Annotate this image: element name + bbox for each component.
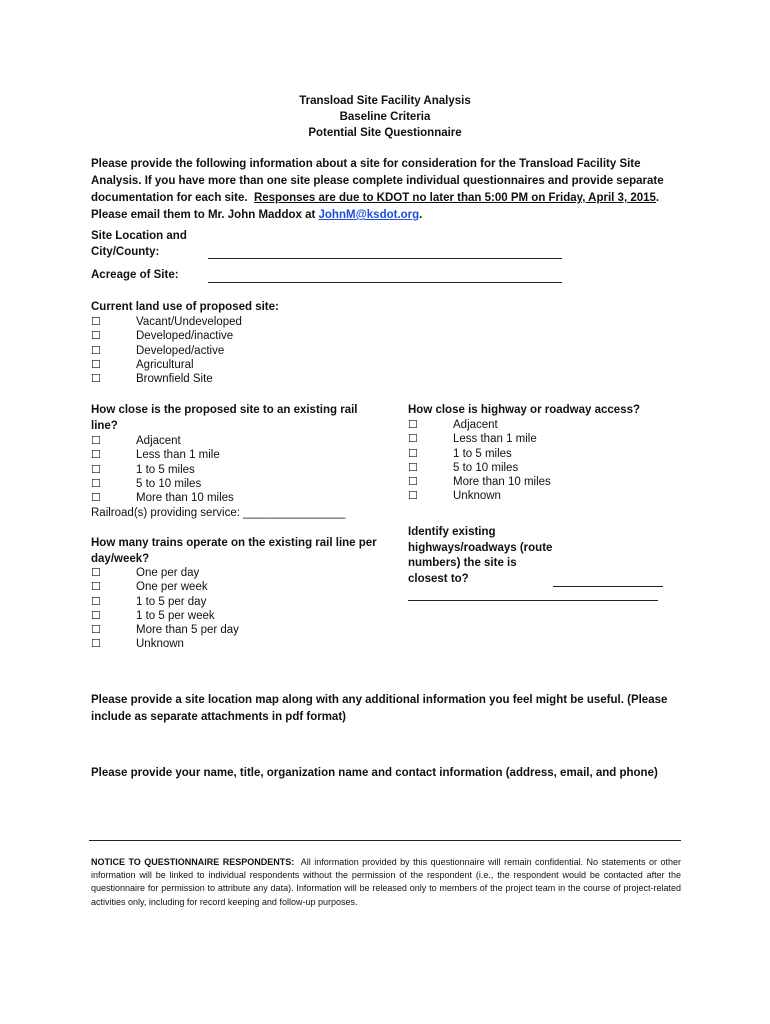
notice-heading: NOTICE TO QUESTIONNAIRE RESPONDENTS: xyxy=(91,857,295,867)
deadline-text: Responses are due to KDOT no later than 5:00 PM on Friday, April 3, 2015 xyxy=(253,192,656,204)
checkbox-icon[interactable]: ☐ xyxy=(91,316,101,328)
option-label: More than 10 miles xyxy=(136,492,234,505)
option-label: Unknown xyxy=(136,638,184,651)
highway-option[interactable] xyxy=(408,461,688,475)
city-county-label: City/County: xyxy=(91,246,160,258)
checkbox-icon[interactable]: ☐ xyxy=(91,638,101,651)
highway-option[interactable] xyxy=(408,418,688,432)
option-label: One per day xyxy=(136,567,200,579)
option-label: Agricultural xyxy=(136,358,194,371)
highway-question: How close is highway or roadway access? xyxy=(408,404,641,416)
highway-option[interactable] xyxy=(408,489,688,503)
land-use-question: Current land use of proposed site: xyxy=(91,301,279,313)
option-label: 1 to 5 miles xyxy=(453,447,512,460)
land-use-option[interactable] xyxy=(91,329,391,343)
notice-paragraph xyxy=(91,856,681,909)
trains-option[interactable] xyxy=(91,637,371,651)
checkbox-icon[interactable]: ☐ xyxy=(91,567,101,579)
identify-roadways-question: Identify existing highways/roadways (route numbers) the site is closest to? xyxy=(408,526,553,585)
option-label: 1 to 5 per day xyxy=(136,595,207,608)
checkbox-icon[interactable]: ☐ xyxy=(408,461,418,474)
checkbox-icon[interactable]: ☐ xyxy=(408,419,418,431)
rail-option[interactable] xyxy=(91,477,371,491)
contact-request: Please provide your name, title, organization name and contact information (address, email, and phone) xyxy=(91,767,658,779)
site-location-label: Site Location and xyxy=(91,230,187,242)
option-label: Less than 1 mile xyxy=(136,449,220,462)
highway-options xyxy=(408,418,688,504)
checkbox-icon[interactable]: ☐ xyxy=(408,447,418,460)
rail-option[interactable] xyxy=(91,434,371,448)
trains-option[interactable] xyxy=(91,580,371,594)
land-use-option[interactable] xyxy=(91,358,391,372)
option-label: One per week xyxy=(136,581,208,594)
document-heading: Potential Site Questionnaire xyxy=(308,127,462,139)
intro-paragraph xyxy=(91,156,691,224)
checkbox-icon[interactable]: ☐ xyxy=(91,373,101,386)
land-use-option[interactable] xyxy=(91,344,391,358)
rail-option[interactable] xyxy=(91,463,371,477)
trains-question: How many trains operate on the existing rail line per day/week? xyxy=(91,537,377,565)
highway-option[interactable] xyxy=(408,432,688,446)
rail-option[interactable] xyxy=(91,448,371,462)
acreage-field[interactable] xyxy=(208,282,562,283)
trains-option[interactable] xyxy=(91,595,371,609)
intro-text: Please provide the following information about a site for consideration for the Transload Facility Site Analysis. If you have more than one site please complete individual questionnaires and provide separate documentation for each site. xyxy=(91,158,664,204)
roadways-field-2[interactable] xyxy=(408,600,658,601)
checkbox-icon[interactable]: ☐ xyxy=(408,433,418,446)
highway-option[interactable] xyxy=(408,447,688,461)
railroad-service-field[interactable]: Railroad(s) providing service: ________________ xyxy=(91,507,346,519)
option-label: Adjacent xyxy=(136,435,181,447)
checkbox-icon[interactable]: ☐ xyxy=(91,477,101,490)
checkbox-icon[interactable]: ☐ xyxy=(91,463,101,476)
option-label: Vacant/Undeveloped xyxy=(136,316,242,328)
acreage-label: Acreage of Site: xyxy=(91,269,179,281)
option-label: Unknown xyxy=(453,490,501,503)
land-use-option[interactable] xyxy=(91,372,391,386)
rail-question: How close is the proposed site to an existing rail line? xyxy=(91,404,358,432)
city-county-field[interactable] xyxy=(208,258,562,259)
option-label: 5 to 10 miles xyxy=(136,477,202,490)
checkbox-icon[interactable]: ☐ xyxy=(91,595,101,608)
checkbox-icon[interactable]: ☐ xyxy=(91,449,101,462)
roadways-field-1[interactable] xyxy=(553,586,663,587)
checkbox-icon[interactable]: ☐ xyxy=(91,344,101,357)
divider xyxy=(89,840,681,841)
checkbox-icon[interactable]: ☐ xyxy=(408,476,418,489)
checkbox-icon[interactable]: ☐ xyxy=(91,492,101,505)
rail-options xyxy=(91,434,371,505)
highway-option[interactable] xyxy=(408,475,688,489)
option-label: Developed/inactive xyxy=(136,330,234,343)
checkbox-icon[interactable]: ☐ xyxy=(408,490,418,503)
land-use-options xyxy=(91,315,391,386)
option-label: Adjacent xyxy=(453,419,498,431)
checkbox-icon[interactable]: ☐ xyxy=(91,609,101,622)
trains-options xyxy=(91,566,371,652)
option-label: 5 to 10 miles xyxy=(453,461,519,474)
option-label: 1 to 5 miles xyxy=(136,463,195,476)
checkbox-icon[interactable]: ☐ xyxy=(91,358,101,371)
document-title: Transload Site Facility Analysis xyxy=(299,95,471,107)
option-label: Brownfield Site xyxy=(136,373,213,386)
trains-option[interactable] xyxy=(91,609,371,623)
document-subtitle: Baseline Criteria xyxy=(339,111,431,123)
option-label: Less than 1 mile xyxy=(453,433,537,446)
trains-option[interactable] xyxy=(91,623,371,637)
intro-end: . xyxy=(419,209,423,221)
option-label: Developed/active xyxy=(136,344,225,357)
option-label: 1 to 5 per week xyxy=(136,609,215,622)
option-label: More than 10 miles xyxy=(453,476,551,489)
checkbox-icon[interactable]: ☐ xyxy=(91,624,101,637)
map-request: Please provide a site location map along with any additional information you feel might be useful. (Please include as separate attachments in pdf format) xyxy=(91,694,668,723)
rail-option[interactable] xyxy=(91,491,371,505)
intro-text-2: . Please email them to Mr. John Maddox at xyxy=(91,192,660,221)
checkbox-icon[interactable]: ☐ xyxy=(91,435,101,447)
notice-body: All information provided by this questionnaire will remain confidential. No statements or other information will be linked to individual respondents without the permission of the respondent (i.e., the respondent would be contacted after the questionnaire for permission to attribute any data). Information will be released only to members of the project team in the course of project-related activities only, including for record keeping and follow-up purposes. xyxy=(91,857,682,907)
email-link[interactable]: JohnM@ksdot.org xyxy=(318,209,420,221)
trains-option[interactable] xyxy=(91,566,371,580)
checkbox-icon[interactable]: ☐ xyxy=(91,581,101,594)
land-use-option[interactable] xyxy=(91,315,391,329)
option-label: More than 5 per day xyxy=(136,624,239,637)
checkbox-icon[interactable]: ☐ xyxy=(91,330,101,343)
